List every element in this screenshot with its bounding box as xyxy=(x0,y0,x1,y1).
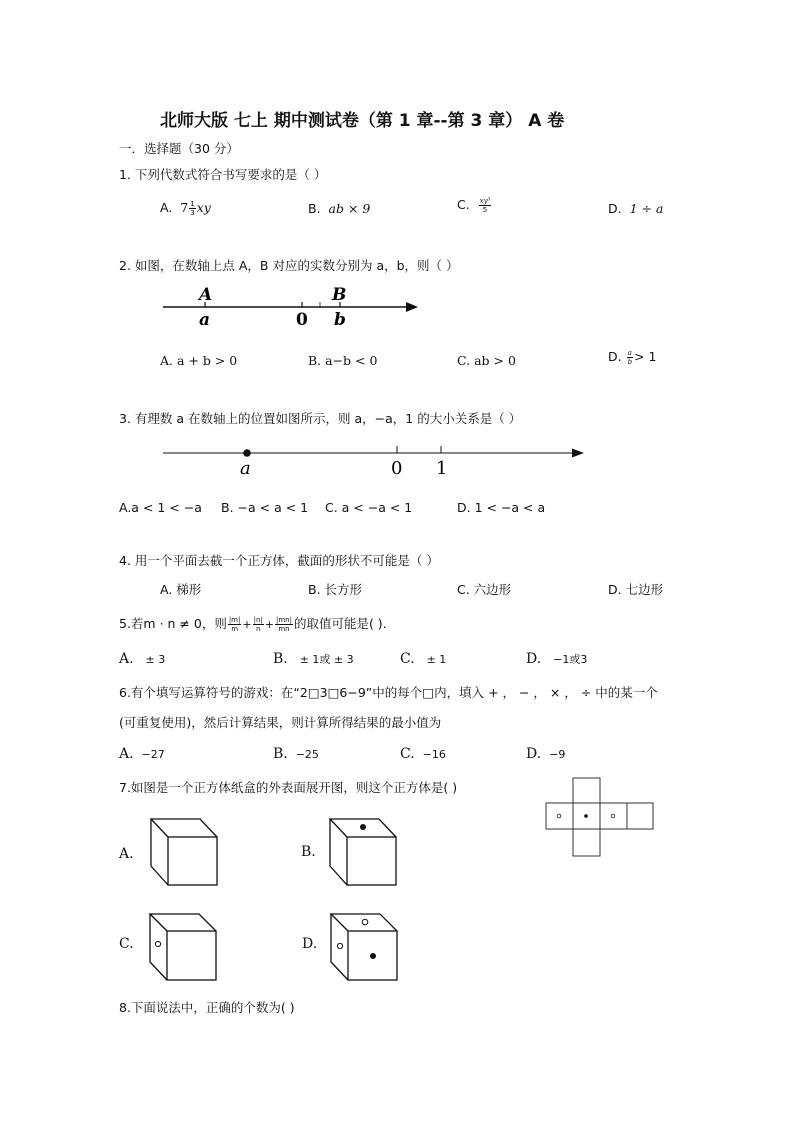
q5-option-c: C. ± 1 xyxy=(400,651,447,667)
q7-option-a-label: A. xyxy=(119,846,134,862)
q7-cube-d-hollow-dot-top xyxy=(362,919,368,925)
q1-option-a: A. 7 $\frac{1}{3}$ xy xyxy=(160,200,211,217)
q2-option-a: A. a + b > 0 xyxy=(160,353,238,368)
q7-stem: 7.如图是一个正方体纸盒的外表面展开图，则这个正方体是( ) xyxy=(119,780,458,795)
q7-cube-d xyxy=(331,914,397,980)
q3-option-a: A.a < 1 < −a xyxy=(119,500,202,515)
q2-option-c: C. ab > 0 xyxy=(457,353,516,368)
q4-option-b: B. 长方形 xyxy=(308,582,363,597)
q5-option-b: B. ± 1或 ± 3 xyxy=(273,651,354,667)
q3-a-label: a xyxy=(240,458,251,479)
q5-option-d: D. −1或3 xyxy=(526,651,588,667)
q5-stem: 5.若m · n ≠ 0，则 $\frac{|m|}{m}$ + $\frac{|n|}{n}$ + $\frac{|mn|}{mn}$ 的取值可能是( ). xyxy=(119,616,387,633)
q4-option-a: A. 梯形 xyxy=(160,582,202,597)
q1-option-d: D. 1 ÷ a xyxy=(608,201,664,216)
q6-line1: 6.有个填写运算符号的游戏：在“2□3□6−9”中的每个□内，填入 + ， − ， × ， ÷ 中的某一个 xyxy=(119,685,658,700)
q7-option-d-label: D. xyxy=(302,936,318,952)
q3-option-c: C. a < −a < 1 xyxy=(325,500,413,515)
q4-stem: 4. 用一个平面去截一个正方体，截面的形状不可能是（ ） xyxy=(119,553,439,568)
q6-option-d: D. −9 xyxy=(526,746,566,762)
q2-option-b: B. a−b < 0 xyxy=(308,353,378,368)
q6-line2: (可重复使用)，然后计算结果，则计算所得结果的最小值为 xyxy=(119,715,442,730)
section-heading: 一．选择题（30 分） xyxy=(119,141,239,156)
q1-option-b: B. ab × 9 xyxy=(308,201,371,216)
q6-option-a: A. −27 xyxy=(119,746,165,762)
q3-zero-label: 0 xyxy=(391,458,403,479)
q2-option-d: D. $\frac{a}{b}$ > 1 xyxy=(608,349,657,366)
q1-stem: 1. 下列代数式符合书写要求的是（ ） xyxy=(119,167,327,182)
q2-point-b-label: b xyxy=(334,310,346,330)
q2-point-a-label: a xyxy=(199,310,211,330)
q6-option-b: B. −25 xyxy=(273,746,319,762)
q2-zero-label: 0 xyxy=(296,310,308,330)
q7-cube-d-hollow-dot-side xyxy=(337,943,342,948)
q7-cube-c xyxy=(150,914,216,980)
q4-option-d: D. 七边形 xyxy=(608,582,664,597)
q3-one-label: 1 xyxy=(436,458,448,479)
q3-stem: 3. 有理数 a 在数轴上的位置如图所示，则 a，−a，1 的大小关系是（ ） xyxy=(119,411,522,426)
q7-option-c-label: C. xyxy=(119,936,134,952)
q7-cube-d-solid-dot xyxy=(370,953,376,959)
q7-cube-a xyxy=(151,819,217,885)
q2-point-A-label: A xyxy=(199,285,213,305)
q7-cube-b-solid-dot xyxy=(360,824,366,830)
q3-option-b: B. −a < a < 1 xyxy=(221,500,309,515)
q4-option-c: C. 六边形 xyxy=(457,582,512,597)
q7-cube-c-hollow-dot xyxy=(155,941,160,946)
q3-option-d: D. 1 < −a < a xyxy=(457,500,546,515)
q7-option-b-label: B. xyxy=(301,844,316,860)
q6-option-c: C. −16 xyxy=(400,746,446,762)
q8-stem: 8.下面说法中，正确的个数为( ) xyxy=(119,1000,295,1015)
q1-option-c: C. $\frac{\text{xy³}}{5}$ xyxy=(457,197,491,214)
q5-option-a: A. ± 3 xyxy=(119,651,166,667)
page-title: 北师大版 七上 期中测试卷（第 1 章--第 3 章） A 卷 xyxy=(160,111,565,131)
q2-point-B-label: B xyxy=(332,285,347,305)
q2-stem: 2. 如图，在数轴上点 A，B 对应的实数分别为 a，b，则（ ） xyxy=(119,258,459,273)
